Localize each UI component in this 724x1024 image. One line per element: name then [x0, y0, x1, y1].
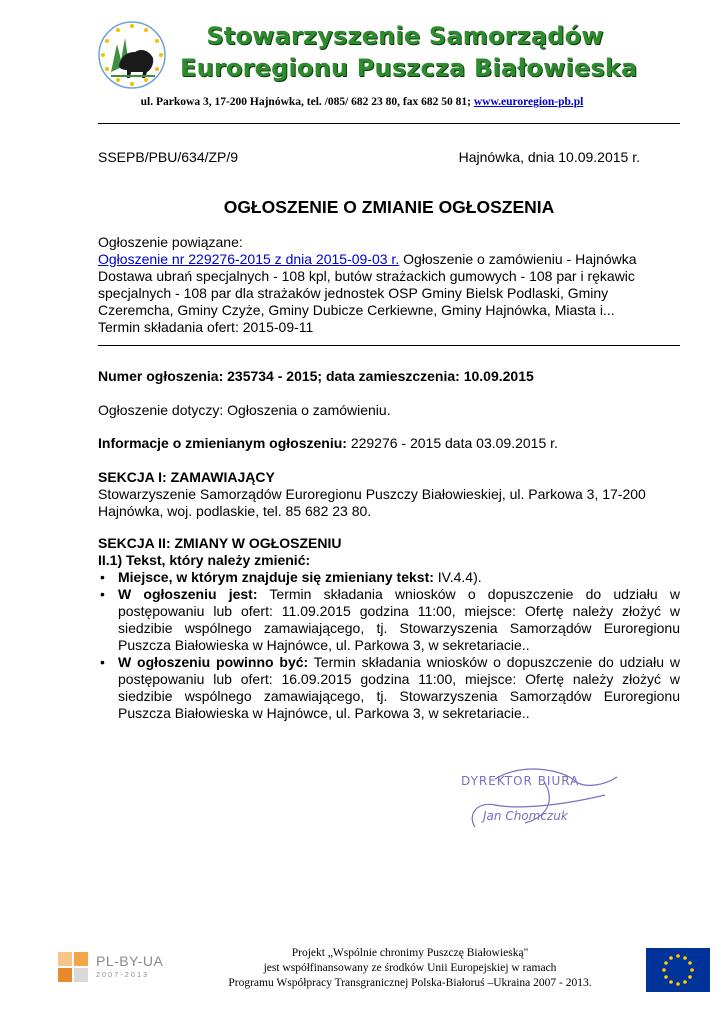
- list-item: [98, 569, 680, 586]
- bullet-icon: •: [100, 654, 105, 670]
- change-label: W ogłoszeniu jest:: [118, 586, 258, 602]
- organization-name-line2: Euroregionu Puszcza Białowieska: [180, 54, 638, 82]
- change-label: Miejsce, w którym znajduje się zmieniany tekst:: [118, 569, 434, 585]
- section2-heading: SEKCJA II: ZMIANY W OGŁOSZENIU: [98, 535, 342, 551]
- related-line1: [98, 251, 637, 268]
- association-logo-icon: [97, 20, 167, 90]
- related-label: Ogłoszenie powiązane:: [98, 234, 243, 250]
- related-notice-link[interactable]: Ogłoszenie nr 229276-2015 z dnia 2015-09-03 r.: [98, 251, 400, 267]
- bullet-icon: •: [100, 569, 105, 585]
- place-date: Hajnówka, dnia 10.09.2015 r.: [458, 149, 640, 165]
- change-label: W ogłoszeniu powinno być:: [118, 654, 309, 670]
- header-address: [0, 96, 724, 108]
- stamp-name-text: Jan Chomczuk: [483, 809, 568, 823]
- program-logo-years: 2007-2013: [96, 972, 150, 979]
- section1-line1: Stowarzyszenie Samorządów Euroregionu Puszczy Białowieskiej, ul. Parkowa 3, 17-200: [98, 486, 646, 502]
- change-text: Termin składania wniosków o dopuszczenie do udziału w postępowaniu lub ofert: 11.09.2015 godzina 11:00, miejsce: Ofertę należy złożyć w siedzibie wspólnego zamawiającego, tj. Stowarzyszenia Samorządów Euroregionu Puszcza Białowieska w Hajnówce, ul. Parkowa 3, w sekretariacie..: [118, 586, 680, 653]
- organization-name-line1: Stowarzyszenie Samorządów: [206, 22, 604, 50]
- notice-concerns: Ogłoszenie dotyczy: Ogłoszenia o zamówieniu.: [98, 402, 391, 418]
- reference-number: SSEPB/PBU/634/ZP/9: [98, 149, 239, 165]
- document-title: OGŁOSZENIE O ZMIANIE OGŁOSZENIA: [223, 197, 555, 217]
- changes-list: [98, 569, 680, 722]
- change-text: Termin składania wniosków o dopuszczenie do udziału w postępowaniu lub ofert: 16.09.2015 godzina 11:00, miejsce: Ofertę należy złożyć w siedzibie wspólnego zamawiającego, tj. Stowarzyszenia Samorządów Euroregionu Puszcza Białowieska w Hajnówce, ul. Parkowa 3, w sekretariacie..: [118, 654, 680, 721]
- header-divider: [98, 123, 680, 124]
- related-line2: Dostawa ubrań specjalnych - 108 kpl, butów strażackich gumowych - 108 par i rękawic: [98, 268, 635, 284]
- changed-notice-label: Informacje o zmienianym ogłoszeniu:: [98, 435, 347, 451]
- related-line5: Termin składania ofert: 2015-09-11: [98, 319, 314, 335]
- changed-notice-info: [98, 435, 558, 452]
- bullet-icon: •: [100, 586, 105, 602]
- director-signature-stamp: [455, 765, 625, 835]
- related-line1-rest: Ogłoszenie o zamówieniu - Hajnówka: [403, 251, 637, 267]
- list-item: [98, 654, 680, 722]
- notice-number: Numer ogłoszenia: 235734 - 2015; data zamieszczenia: 10.09.2015: [98, 368, 534, 384]
- changed-notice-value: 229276 - 2015 data 03.09.2015 r.: [350, 435, 558, 451]
- website-link[interactable]: www.euroregion-pb.pl: [473, 96, 584, 108]
- related-line4: Czeremcha, Gminy Czyże, Gminy Dubicze Cerkiewne, Gminy Hajnówka, Miasta i...: [98, 302, 615, 318]
- stamp-text: DYREKTOR BIURA: [461, 774, 580, 788]
- section1-line2: Hajnówka, woj. podlaskie, tel. 85 682 23 80.: [98, 503, 372, 519]
- eu-flag-icon: [646, 948, 710, 992]
- footer-line3: Programu Współpracy Transgranicznej Polska-Białoruś –Ukraina 2007 - 2013.: [228, 977, 592, 989]
- address-text: ul. Parkowa 3, 17-200 Hajnówka, tel. /085/ 682 23 80, fax 682 50 81;: [140, 96, 471, 108]
- footer-line1: Projekt „Wspólnie chronimy Puszczę Białowieską": [291, 947, 529, 959]
- footer-line2: jest współfinansowany ze środków Unii Europejskiej w ramach: [263, 962, 557, 974]
- program-logo-text: PL-BY-UA: [96, 953, 164, 969]
- section2-subheading: II.1) Tekst, który należy zmienić:: [98, 552, 311, 568]
- program-logo-icon: [56, 950, 90, 984]
- section-divider: [98, 345, 680, 346]
- list-item: [98, 586, 680, 654]
- related-line3: specjalnych - 108 par dla strażaków jednostek OSP Gminy Bielsk Podlaski, Gminy: [98, 285, 609, 301]
- change-text: IV.4.4).: [433, 569, 482, 585]
- section1-heading: SEKCJA I: ZAMAWIAJĄCY: [98, 469, 275, 485]
